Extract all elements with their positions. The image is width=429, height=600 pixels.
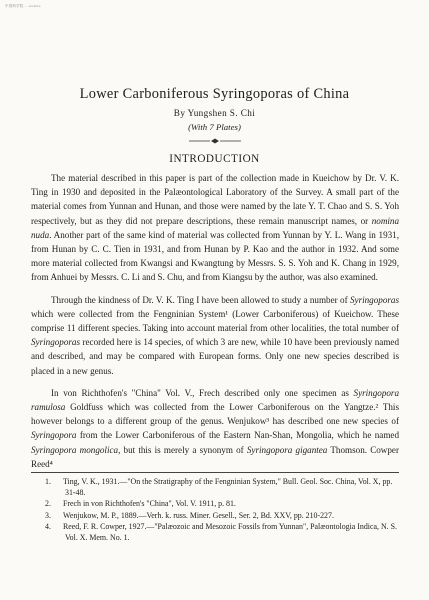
footnote-number: 4.: [45, 521, 51, 531]
italic-term: Syringoporas: [349, 294, 399, 305]
text-run: Through the kindness of Dr. V. K. Ting I have been allowed to study a number of: [51, 294, 350, 305]
italic-term: Syringopora gigantea: [246, 444, 328, 455]
text-run: Thomson. Cowper Reed⁴: [31, 444, 399, 469]
italic-term: nomina nuda: [31, 215, 399, 240]
section-heading-introduction: INTRODUCTION: [169, 153, 260, 165]
footnote-separator: [31, 472, 399, 473]
author-line: By Yungshen S. Chi: [173, 108, 256, 118]
italic-term: Syringopora: [31, 430, 77, 441]
archive-stamp: 中国科学院 ... archive: [5, 4, 41, 8]
footnotes: [31, 476, 399, 543]
italic-term: Syringopora mongolica: [31, 444, 119, 455]
introduction-body: [31, 171, 399, 479]
footnote-text: Ting, V. K., 1931.—"On the Stratigraphy of the Fengninian System," Bull. Geol. Soc. China, Vol. X, pp. 31-48.: [63, 477, 393, 498]
footnote: [31, 521, 399, 543]
text-run: which were collected from the Fengninian System¹ (Lower Carboniferous) of Kueichow. These comprise 11 different species. Taking into account material from other localities, the total number of: [31, 308, 399, 334]
footnote: [31, 498, 399, 509]
text-run: The material described in this paper is part of the collection made in Kueichow by Dr. V. K. Ting in 1930 and deposited in the Palæontological Laboratory of the Survey. A small part of the material comes from Yunnan and Hunan, and those were named by the late Y. T. Chao and S. S. Yoh respectively, but as they did not prepare descriptions, these remain manuscript names, or: [31, 173, 399, 226]
paper-title: Lower Carboniferous Syringoporas of China: [79, 86, 350, 102]
footnote-number: 1.: [45, 477, 51, 486]
paragraph: [31, 386, 399, 471]
footnote-text: Reed, F. R. Cowper, 1927.—"Palæozoic and Mesozoic Fossils from Yunnan", Palæontologia Indica, N. S. Vol. X. Mem. No. 1.: [63, 521, 397, 543]
title-ornament-divider: [189, 138, 241, 144]
italic-term: Syringopora ramulosa: [31, 387, 399, 413]
paragraph: [31, 293, 399, 378]
text-run: recorded here is 14 species, of which 3 are new, while 10 have been previously named and described, and may be compared with European forms. Only one new species described is placed in a new genus.: [31, 337, 399, 376]
text-run: In von Richthofen's "China" Vol. V., Frech described only one specimen as: [51, 387, 354, 398]
footnote-number: 2.: [45, 499, 51, 509]
plates-note: (With 7 Plates): [188, 122, 241, 132]
text-run: . Another part of the same kind of material was collected from Yunnan by Y. L. Wang in 1931, from Hunan by C. C. Tien in 1931, and from Hunan by P. Kao and the author in 1932. And some more material collected from Kwangsi and Kwangtung by Messrs. S. S. Yoh and K. Chang in 1929, from Anhuei by Messrs. C. Li and S. Chu, and from Kiangsu by the author, was also examined.: [31, 229, 399, 283]
footnote-number: 3.: [45, 510, 51, 520]
footnote-text: Frech in von Richthofen's "China", Vol. V. 1911, p. 81.: [63, 499, 236, 509]
footnote: [31, 510, 399, 521]
text-run: Goldfuss which was collected from the Lower Carboniferous on the Yangtze.² This however belongs to a different group of the genus. Wenjukow³ has described one new species of: [31, 402, 399, 427]
footnote-text: Wenjukow, M. P., 1889.—Verh. k. russ. Miner. Gesell., Ser. 2, Bd. XXV, pp. 210-227.: [63, 510, 334, 520]
paragraph: [31, 171, 399, 285]
italic-term: Syringoporas: [31, 337, 81, 348]
text-run: , but this is merely a synonym of: [118, 444, 247, 455]
text-run: from the Lower Carboniferous of the Eastern Nan-Shan, Mongolia, which he named: [76, 430, 399, 441]
footnote: [31, 476, 399, 498]
